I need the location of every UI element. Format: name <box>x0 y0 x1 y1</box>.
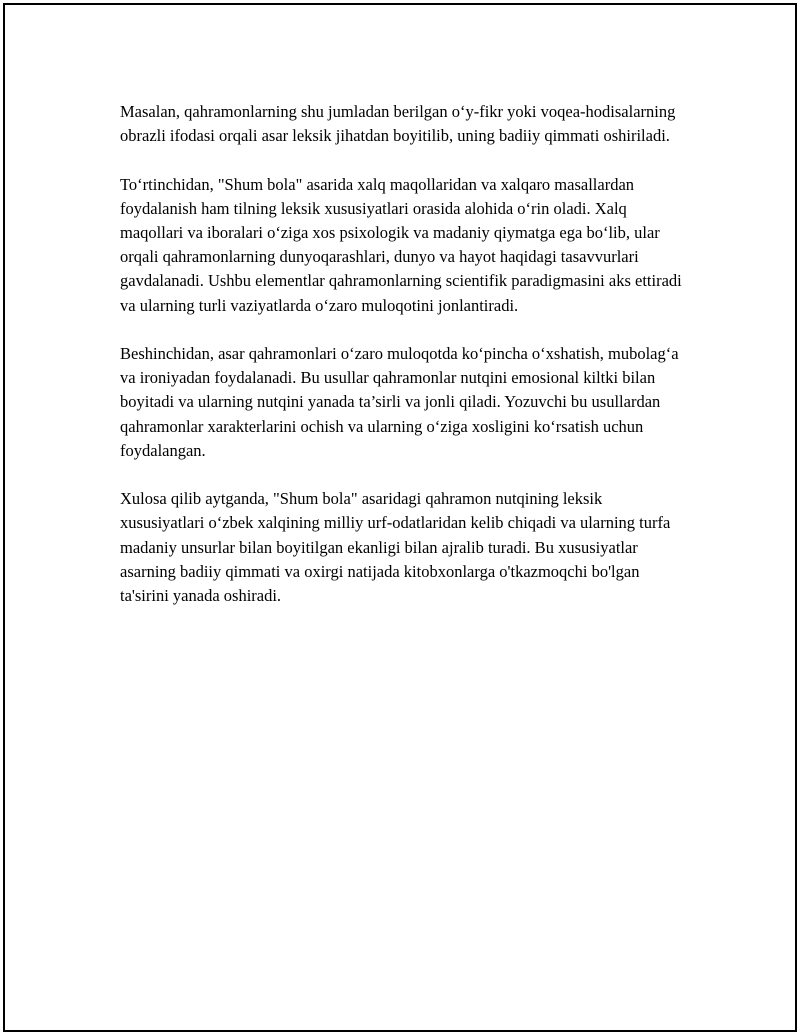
paragraph-2: To‘rtinchidan, "Shum bola" asarida xalq maqollaridan va xalqaro masallardan foydalanish ham tilning leksik xususiyatlari orasida alohida o‘rin oladi. Xalq maqollari va iboralari o‘ziga xos psixologik va madaniy qiymatga ega bo‘lib, ular orqali qahramonlarning dunyoqarashlari, dunyo va hayot haqidagi tasavvurlari gavdalanadi. Ushbu elementlar qahramonlarning scientifik paradigmasini aks ettiradi va ularning turli vaziyatlarda o‘zaro muloqotini jonlantiradi. <box>120 174 682 315</box>
document-body <box>120 100 690 632</box>
paragraph-4: Xulosa qilib aytganda, "Shum bola" asaridagi qahramon nutqining leksik xususiyatlari o‘zbek xalqining milliy urf-odatlaridan kelib chiqadi va ularning turfa madaniy unsurlar bilan boyitilgan ekanligi bilan ajralib turadi. Bu xususiyatlar asarning badiiy qimmati va oxirgi natijada kitobxonlarga o'tkazmoqchi bo'lgan ta'sirini yanada oshiradi. <box>120 489 671 606</box>
paragraph-3: Beshinchidan, asar qahramonlari o‘zaro muloqotda ko‘pincha o‘xshatish, mubolag‘a va ironiyadan foydalanadi. Bu usullar qahramonlar nutqini emosional kiltki bilan boyitadi va ularning nutqini yanada ta’sirli va jonli qiladi. Yozuvchi bu usullardan qahramonlar xarakterlarini ochish va ularning o‘ziga xosligini ko‘rsatish uchun foydalangan. <box>120 344 679 460</box>
document-page <box>3 3 797 1032</box>
paragraph-1: Masalan, qahramonlarning shu jumladan berilgan o‘y-fikr yoki voqea-hodisalarning obrazli ifodasi orqali asar leksik jihatdan boyitilib, uning badiiy qimmati oshiriladi. <box>120 102 676 146</box>
